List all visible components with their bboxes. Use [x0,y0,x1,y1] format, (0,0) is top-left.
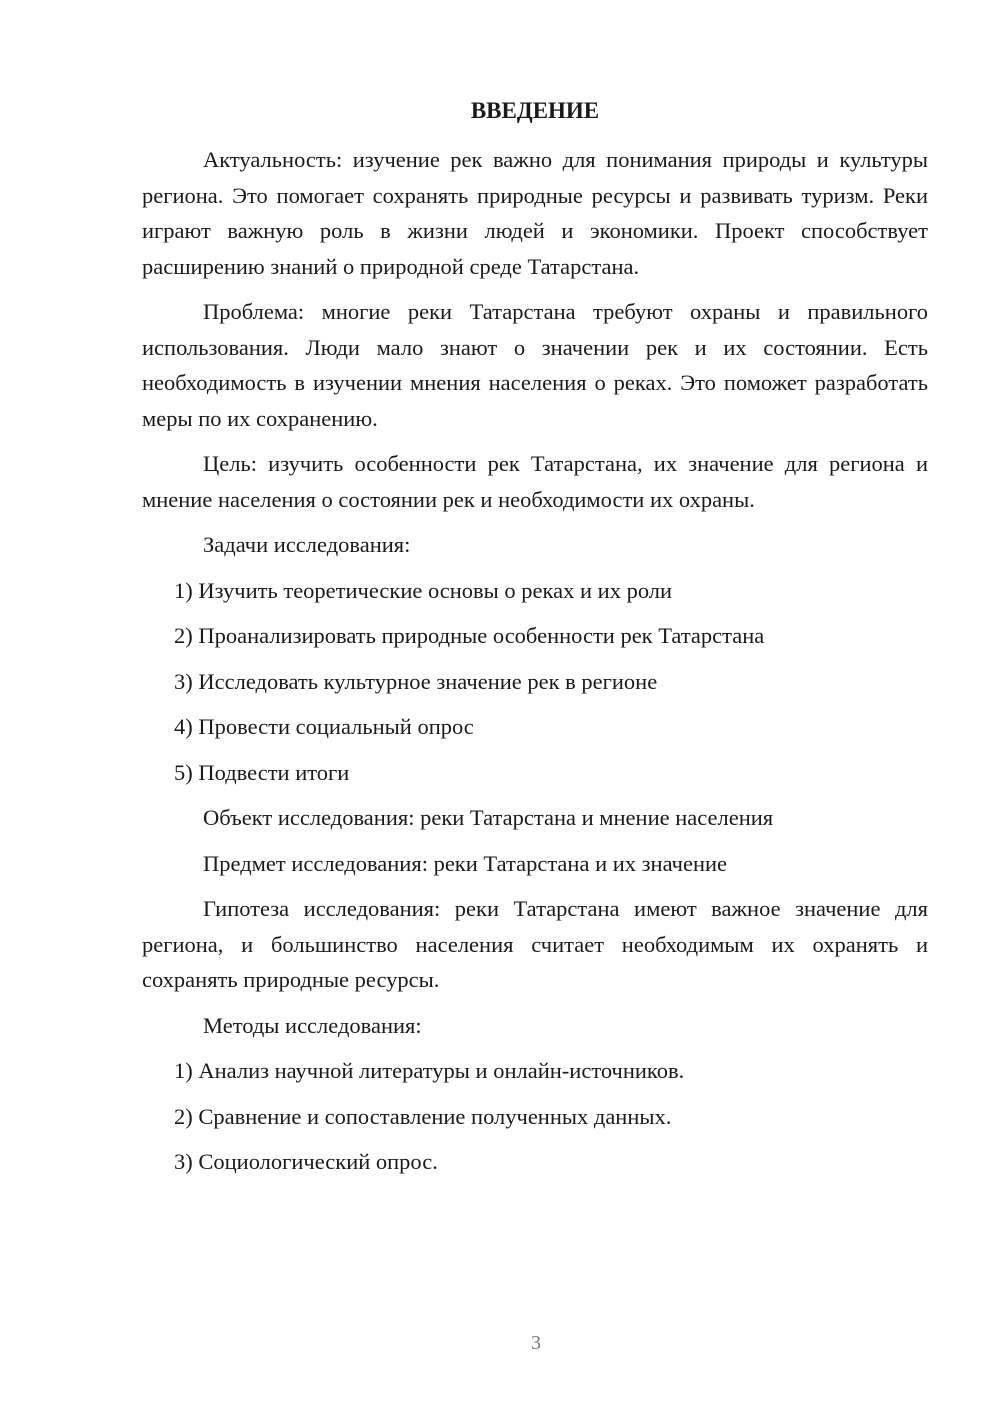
method-item: 2) Сравнение и сопоставление полученных данных. [174,1103,672,1129]
research-object: Объект исследования: реки Татарстана и мнение населения [203,805,774,830]
method-item: 3) Социологический опрос. [174,1149,438,1174]
goal-paragraph: Цель: изучить особенности рек Татарстана, их значение для региона и мнение населения о состоянии рек и необходимости их охраны. [142,451,928,512]
task-item: 1) Изучить теоретические основы о реках и их роли [174,577,673,603]
problem-paragraph: Проблема: многие реки Татарстана требуют охраны и правильного использования. Люди мало знают о значении рек и их состоянии. Есть необходимость в изучении мнения населения о реках. Это поможет разработать меры по их сохранению. [142,299,928,431]
section-title: ВВЕДЕНИЕ [470,98,600,123]
task-item: 3) Исследовать культурное значение рек в регионе [174,668,658,694]
task-item: 4) Провести социальный опрос [174,714,474,739]
tasks-heading: Задачи исследования: [203,532,411,557]
task-item: 2) Проанализировать природные особенности рек Татарстана [174,623,765,648]
page-number: 3 [531,1332,541,1354]
methods-heading: Методы исследования: [203,1012,422,1038]
task-item: 5) Подвести итоги [174,759,350,785]
research-subject: Предмет исследования: реки Татарстана и их значение [203,850,728,876]
relevance-paragraph: Актуальность: изучение рек важно для понимания природы и культуры региона. Это помогает сохранять природные ресурсы и развивать туризм. Реки играют важную роль в жизни людей и экономики. Проект способствует расширению знаний о природной среде Татарстана. [142,147,928,279]
hypothesis-paragraph: Гипотеза исследования: реки Татарстана имеют важное значение для региона, и большинство населения считает необходимым их охранять и сохранять природные ресурсы. [142,896,928,992]
method-item: 1) Анализ научной литературы и онлайн-источников. [174,1058,685,1083]
page-body [142,142,928,1190]
